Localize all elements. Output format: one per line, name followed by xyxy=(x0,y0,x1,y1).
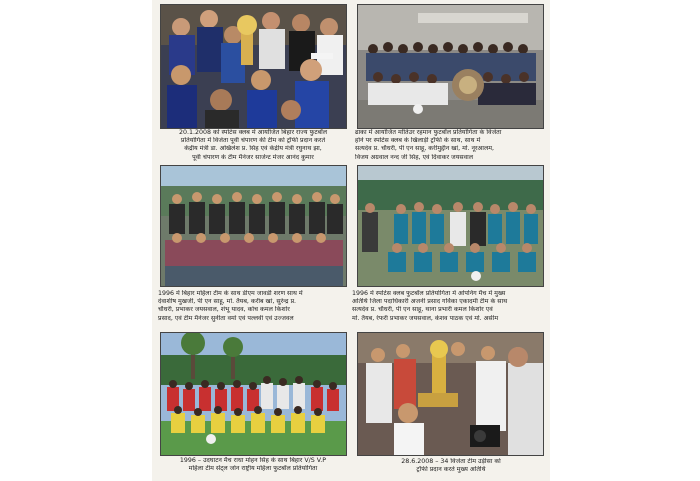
photo-trophy-presentation-east-champaran xyxy=(160,4,347,129)
caption-line: केंद्रीय मंत्री डा. अखिलेश प्र. सिंह एवं केंद्रीय मंत्री रघुनाथ झा, xyxy=(184,145,322,153)
newspaper-page xyxy=(152,0,550,481)
caption-line: विजय अग्रवाल नन्द जी सिंह, एवं दिवाकर जयसवाल xyxy=(355,153,474,161)
caption-line: चौधरी, प्रभाकर जयसवाल, शंभू यादव, कोच कमल किशोर xyxy=(158,306,290,314)
photo-sports-club-team-dhaka xyxy=(357,4,544,129)
caption-line: प्रतियोगिता में विजेता पूर्वी चंपारण की टीम को ट्रॉफी प्रदान करते xyxy=(180,137,326,145)
caption-line: सत्यदेव प्र. चौधरी, पी एन साहू, थाना प्रभारी कमल किशोर एवं xyxy=(352,306,493,314)
caption-line: 1996 में बिहार महिला टीम के साथ डीएम जावडी शरण साथ में xyxy=(158,290,303,297)
caption-line: ट्रॉफी प्रदान करते मुख्य अतिथि xyxy=(416,466,486,474)
photo-inauguration-match-women-team xyxy=(160,332,347,456)
caption-line: देवाशीष मुखर्जी, पी एन साहू, मो. तैयब, करीब खां, सुरेन्द्र प्र. xyxy=(158,298,297,306)
photo-bihar-women-team-1996 xyxy=(160,165,347,287)
caption-line: ढाका में आयोजित मोतिउर रहमान फुटबॉल प्रतियोगिता के विजेता xyxy=(355,129,502,136)
caption-line: महिला टीम सेंट्ल जोन राष्ट्रीय महिला फुटबॉल प्रतियोगिता xyxy=(188,465,318,473)
caption-trophy-presentation xyxy=(156,129,350,162)
caption-line: 20.1.2008 को स्पोर्टस क्लब में आयोजित बिहार राज्य फुटबॉल xyxy=(178,129,328,136)
caption-line: पूर्वी चंपारण के टीम मैनेजर सार्जेन्ट मेजर आनंद कुमार xyxy=(192,153,314,161)
caption-line: होने पर स्पोर्टस क्लब के खिलाड़ी ट्रॉफी के साथ, साथ में xyxy=(355,137,481,145)
caption-line: मो. तैयब, रेफरी प्रभाकर जयसवाल, केशव पाठक एवं मो. असीम xyxy=(352,314,499,322)
caption-line: 1996 में स्पोर्टस क्लब फुटबॉल प्रतियोगिता में ओपनिंग मैच में मुख्य xyxy=(352,290,506,297)
caption-opening-match-1996 xyxy=(352,290,548,323)
caption-line: अतिथि जिला पदाधिकारी अजनी प्रसाद गर्विका एकादमी टीम के साथ xyxy=(352,298,508,306)
caption-inauguration-match xyxy=(156,457,350,473)
caption-odisha-winner xyxy=(355,458,547,474)
caption-women-team-1996 xyxy=(158,290,350,323)
caption-line: प्रसाद, एवं टीम मैनेजर सुनीता वर्मा एवं पल्लवी एवं उज्जवल xyxy=(158,314,294,322)
caption-dhaka-tournament xyxy=(355,129,547,162)
caption-line: 28.6.2008 – 34 विजेता टीम उड़ीसा को xyxy=(401,458,501,465)
photo-opening-match-1996 xyxy=(357,165,544,287)
caption-line: सत्यदेव प्र. चौधरी, पी एन साहू, करीमुद्दीन खां, मो. नूरआलम, xyxy=(355,145,495,153)
photo-trophy-handover-odisha xyxy=(357,332,544,456)
caption-line: 1996 – उदघाटन मैच राधा मोहन सिंह के साथ बिहार V/S V.P xyxy=(179,457,327,464)
